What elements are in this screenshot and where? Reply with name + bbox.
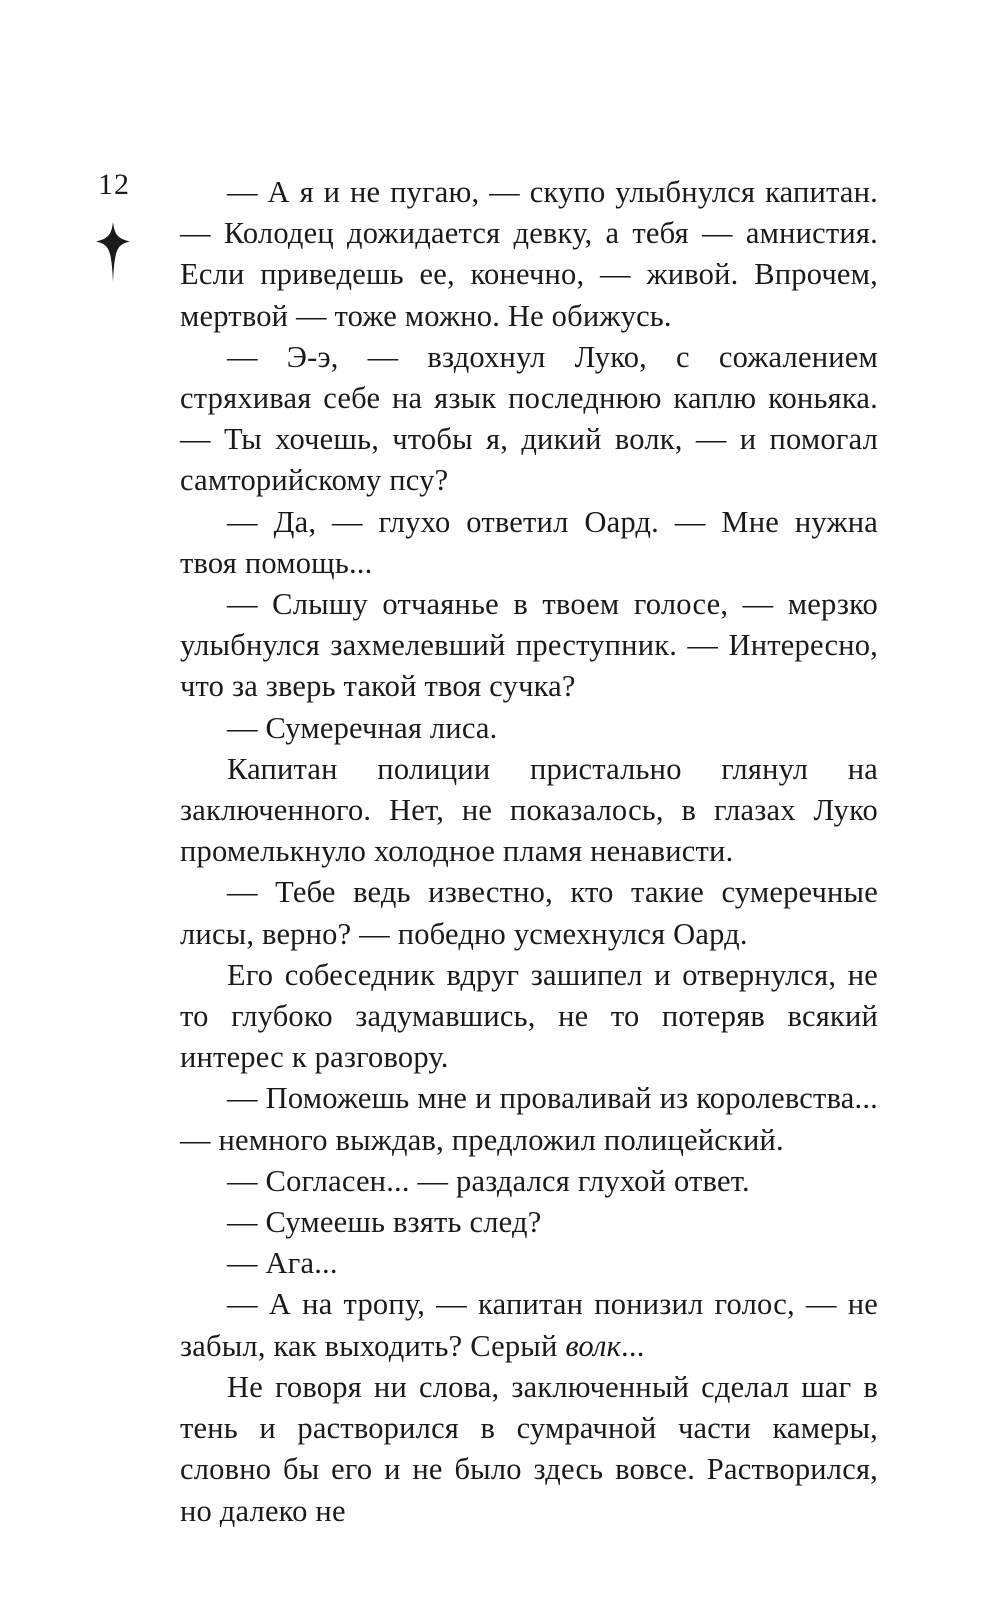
paragraph: — Э-э, — вздохнул Луко, с сожалением стряхивая себе на язык последнюю каплю коньяка. — Ты хочешь, чтобы я, дикий волк, — и помогал самторийскому псу? — [180, 339, 878, 498]
paragraph: — А я и не пугаю, — скупо улыбнулся капитан. — Колодец дожидается девку, а тебя — амнистия. Если приведешь ее, конечно, — живой. Впрочем, мертвой — тоже можно. Не обижусь. — [180, 175, 878, 333]
paragraph: — Слышу отчаянье в твоем голосе, — мерзко улыбнулся захмелевший преступник. — Интересно, что за зверь такой твоя сучка? — [180, 587, 878, 704]
paragraph: Его собеседник вдруг зашипел и отвернулся, не то глубоко задумавшись, не то потеряв всякий интерес к разговору. — [180, 957, 878, 1075]
ellipsis: ... — [621, 1328, 645, 1363]
paragraph: — Сумеешь взять след? — [227, 1205, 542, 1240]
four-point-star-icon — [96, 222, 130, 282]
body-text — [180, 172, 878, 1532]
paragraph: Капитан полиции пристально глянул на заключенного. Нет, не показалось, в глазах Луко промелькнуло холодное пламя ненависти. — [180, 751, 878, 869]
italic-word: волк — [565, 1328, 622, 1363]
paragraph: — Поможешь мне и проваливай из королевства... — немного выждав, предложил полицейский. — [180, 1081, 878, 1157]
paragraph: — Да, — глухо ответил Оард. — Мне нужна твоя помощь... — [180, 504, 878, 580]
paragraph: Не говоря ни слова, заключенный сделал шаг в тень и растворился в сумрачной части камеры, словно бы его и не было здесь вовсе. Растворился, но далеко не — [180, 1369, 878, 1528]
paragraph: — Тебе ведь известно, кто такие сумеречные лисы, верно? — победно усмехнулся Оард. — [180, 875, 878, 951]
paragraph: — Ага... — [227, 1246, 338, 1281]
paragraph: — Согласен... — раздался глухой ответ. — [227, 1163, 750, 1198]
paragraph — [180, 1284, 878, 1366]
paragraph-text: — А на тропу, — капитан понизил голос, — не забыл, как выходить? Серый — [180, 1287, 878, 1363]
paragraph: — Сумеречная лиса. — [227, 710, 498, 745]
page-number: 12 — [98, 168, 130, 201]
